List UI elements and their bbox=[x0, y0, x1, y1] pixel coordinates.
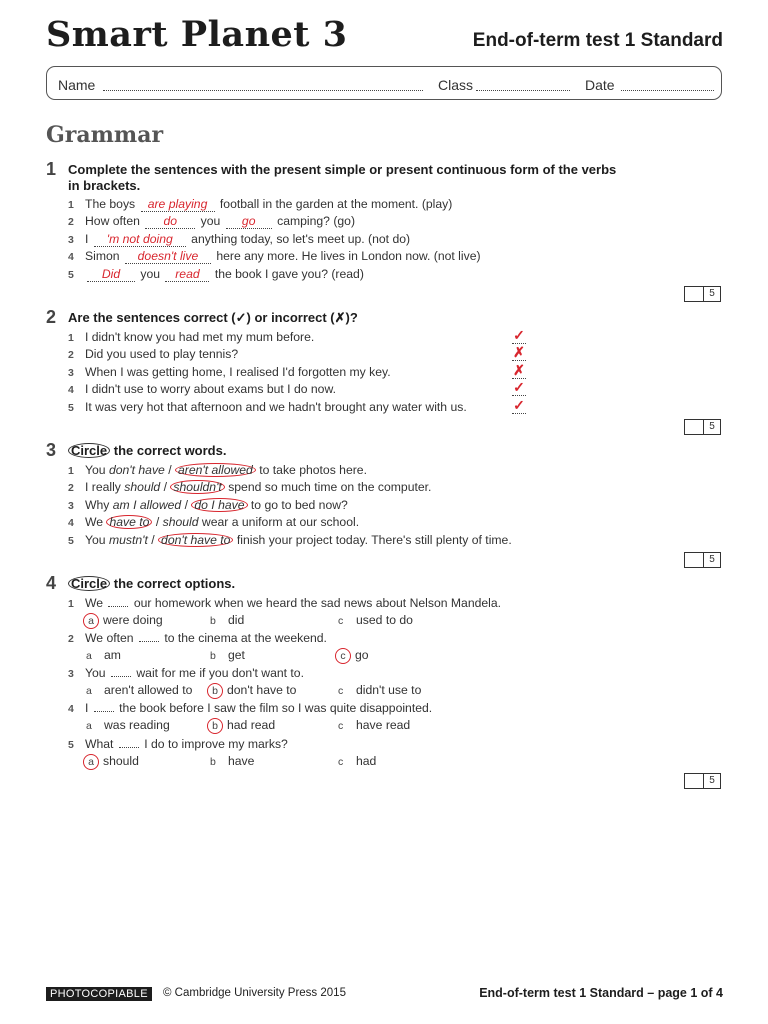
sentence-line bbox=[68, 196, 452, 212]
sentence-line bbox=[68, 248, 481, 264]
answer-blank[interactable]: read bbox=[165, 268, 209, 282]
line-number: 3 bbox=[68, 668, 74, 680]
option-letter: b bbox=[210, 756, 216, 768]
sentence-text: Why bbox=[85, 498, 110, 512]
answer-option-c[interactable] bbox=[338, 682, 421, 698]
option-text: have bbox=[228, 754, 255, 768]
sentence-text: You bbox=[85, 666, 106, 680]
option-letter: c bbox=[338, 756, 344, 768]
option-letter: a bbox=[86, 650, 92, 662]
answer-option-c[interactable] bbox=[338, 647, 369, 663]
sentence-line: 3 Why am I allowed / do I have to go to bed now? bbox=[68, 498, 348, 512]
answer-option-b[interactable] bbox=[210, 682, 296, 698]
score-box: 5 bbox=[684, 419, 721, 435]
sentence-text: Simon bbox=[85, 249, 120, 263]
sentence-line: 4 We have to / should wear a uniform at our school. bbox=[68, 515, 360, 529]
option-word[interactable]: do I have bbox=[191, 498, 247, 512]
sentence-text: to the cinema at the weekend. bbox=[164, 631, 327, 645]
sentence-text: The boys bbox=[85, 197, 136, 211]
line-number: 1 bbox=[68, 465, 74, 477]
option-text: go bbox=[355, 648, 369, 662]
answer-option-b[interactable] bbox=[210, 612, 244, 628]
sentence-text: the book before I saw the film so I was quite disappointed. bbox=[119, 701, 433, 715]
answer-blank[interactable]: 'm not doing bbox=[94, 233, 186, 247]
answer-blank[interactable]: doesn't live bbox=[125, 250, 211, 264]
sentence-text: We bbox=[85, 515, 104, 529]
sentence-text: finish your project today. There's still plenty of time. bbox=[236, 533, 512, 547]
sentence-line: 1 You don't have / aren't allowed to take photos here. bbox=[68, 463, 367, 477]
sentence-text: wait for me if you don't want to. bbox=[136, 666, 304, 680]
score-box: 5 bbox=[684, 773, 721, 789]
option-text: get bbox=[228, 648, 245, 662]
sentence-text: anything today, so let's meet up. (not do) bbox=[191, 232, 411, 246]
question-instruction: Complete the sentences with the present simple or present continuous form of the verbs in brackets. bbox=[68, 162, 617, 193]
answer-option-a[interactable] bbox=[86, 612, 163, 628]
photocopiable-badge: PHOTOCOPIABLE bbox=[46, 987, 152, 1001]
option-text: had read bbox=[227, 718, 276, 732]
sentence-text: you bbox=[140, 267, 161, 281]
option-word[interactable]: should bbox=[124, 480, 161, 494]
score-box: 5 bbox=[684, 552, 721, 568]
line-number: 4 bbox=[68, 703, 74, 715]
line-number: 1 bbox=[68, 199, 74, 211]
line-number: 2 bbox=[68, 349, 74, 361]
option-letter: c bbox=[338, 685, 344, 697]
option-text: should bbox=[103, 754, 139, 768]
option-letter: c bbox=[335, 648, 351, 664]
sentence-line bbox=[68, 399, 467, 415]
line-number: 2 bbox=[68, 482, 74, 494]
option-letter: a bbox=[86, 720, 92, 732]
page-title: Smart Planet 3 bbox=[46, 14, 348, 55]
question-number: 1 bbox=[46, 159, 57, 179]
option-text: don't have to bbox=[227, 683, 297, 697]
option-word[interactable]: shouldn't bbox=[170, 480, 224, 494]
sentence-line bbox=[68, 346, 238, 362]
question-number: 3 bbox=[46, 440, 57, 460]
question-number: 2 bbox=[46, 307, 57, 327]
option-text: have read bbox=[356, 718, 411, 732]
option-word[interactable]: don't have bbox=[108, 463, 165, 477]
name-label: Name bbox=[58, 77, 96, 93]
answer-option-c[interactable] bbox=[338, 717, 410, 733]
page-indicator: End-of-term test 1 Standard – page 1 of 4 bbox=[479, 986, 723, 1000]
line-number: 5 bbox=[68, 535, 74, 547]
score-box: 5 bbox=[684, 286, 721, 302]
answer-mark[interactable]: ✓ bbox=[513, 379, 525, 395]
sentence-text: to take photos here. bbox=[259, 463, 367, 477]
line-number: 3 bbox=[68, 367, 74, 379]
line-number: 1 bbox=[68, 332, 74, 344]
sentence-text: the book I gave you? (read) bbox=[214, 267, 364, 281]
sentence-text: We often bbox=[85, 631, 134, 645]
line-number: 5 bbox=[68, 402, 74, 414]
answer-option-a[interactable] bbox=[86, 682, 192, 698]
answer-gap bbox=[139, 630, 159, 642]
name-field[interactable] bbox=[103, 90, 423, 91]
question-instruction: Circle the correct words. bbox=[68, 443, 226, 459]
question-instruction: Are the sentences correct (✓) or incorrect (✗)? bbox=[68, 310, 358, 325]
answer-option-b[interactable] bbox=[210, 753, 254, 769]
sentence-text: our homework when we heard the sad news about Nelson Mandela. bbox=[133, 596, 502, 610]
question-line bbox=[68, 595, 501, 611]
option-letter: b bbox=[207, 683, 223, 699]
answer-gap bbox=[119, 736, 139, 748]
line-number: 2 bbox=[68, 633, 74, 645]
sentence-line: 5 You mustn't / don't have to finish your project today. There's still plenty of time. bbox=[68, 533, 512, 547]
option-letter: b bbox=[207, 718, 223, 734]
sentence-text: You bbox=[85, 533, 106, 547]
sentence-text: It was very hot that afternoon and we hadn't brought any water with us. bbox=[85, 400, 467, 414]
sentence-text: I bbox=[85, 701, 89, 715]
sentence-text: you bbox=[200, 214, 221, 228]
sentence-text: You bbox=[85, 463, 106, 477]
line-number: 2 bbox=[68, 216, 74, 228]
line-number: 3 bbox=[68, 234, 74, 246]
sentence-line bbox=[68, 381, 336, 397]
line-number: 1 bbox=[68, 598, 74, 610]
sentence-line bbox=[68, 364, 391, 380]
copyright-text: © Cambridge University Press 2015 bbox=[163, 987, 346, 999]
sentence-text: I bbox=[85, 232, 89, 246]
option-text: aren't allowed to bbox=[104, 683, 193, 697]
sentence-line bbox=[68, 266, 364, 282]
answer-gap bbox=[108, 595, 128, 607]
sentence-text: camping? (go) bbox=[277, 214, 355, 228]
option-text: had bbox=[356, 754, 377, 768]
sentence-text: wear a uniform at our school. bbox=[201, 515, 360, 529]
question-line bbox=[68, 630, 327, 646]
date-field[interactable] bbox=[621, 90, 714, 91]
answer-option-a[interactable] bbox=[86, 647, 121, 663]
question-line bbox=[68, 736, 288, 752]
answer-blank[interactable]: go bbox=[226, 215, 272, 229]
sentence-text: spend so much time on the computer. bbox=[228, 480, 432, 494]
option-text: used to do bbox=[356, 613, 413, 627]
line-number: 5 bbox=[68, 269, 74, 281]
sentence-text: How often bbox=[85, 214, 140, 228]
option-word[interactable]: should bbox=[162, 515, 199, 529]
answer-gap bbox=[94, 700, 114, 712]
option-letter: b bbox=[210, 650, 216, 662]
option-letter: c bbox=[338, 615, 344, 627]
option-letter: a bbox=[83, 754, 99, 770]
answer-option-a[interactable] bbox=[86, 753, 139, 769]
answer-option-b[interactable] bbox=[210, 717, 275, 733]
answer-option-c[interactable] bbox=[338, 612, 413, 628]
sentence-text: When I was getting home, I realised I'd forgotten my key. bbox=[85, 365, 391, 379]
option-text: didn't use to bbox=[356, 683, 422, 697]
option-word[interactable]: don't have to bbox=[158, 533, 233, 547]
sentence-text: I really bbox=[85, 480, 121, 494]
circle-word: Circle bbox=[68, 576, 110, 591]
option-text: did bbox=[228, 613, 245, 627]
answer-mark[interactable]: ✗ bbox=[513, 362, 525, 378]
answer-mark[interactable]: ✓ bbox=[513, 327, 525, 343]
sentence-text: I didn't know you had met my mum before. bbox=[85, 330, 315, 344]
option-letter: a bbox=[83, 613, 99, 629]
answer-mark[interactable]: ✓ bbox=[513, 397, 525, 413]
line-number: 5 bbox=[68, 739, 74, 751]
answer-blank[interactable]: do bbox=[145, 215, 195, 229]
question-line bbox=[68, 700, 432, 716]
line-number: 4 bbox=[68, 251, 74, 263]
option-word[interactable]: mustn't bbox=[108, 533, 148, 547]
circle-word: Circle bbox=[68, 443, 110, 458]
option-text: was reading bbox=[104, 718, 170, 732]
sentence-text: I do to improve my marks? bbox=[144, 737, 288, 751]
answer-option-a[interactable] bbox=[86, 717, 170, 733]
option-word[interactable]: am I allowed bbox=[112, 498, 182, 512]
option-letter: b bbox=[210, 615, 216, 627]
option-word[interactable]: aren't allowed bbox=[175, 463, 256, 477]
answer-option-b[interactable] bbox=[210, 647, 245, 663]
answer-blank[interactable]: are playing bbox=[141, 198, 215, 212]
question-line bbox=[68, 665, 304, 681]
answer-mark[interactable]: ✗ bbox=[513, 344, 525, 360]
option-letter: a bbox=[86, 685, 92, 697]
class-field[interactable] bbox=[476, 90, 570, 91]
line-number: 3 bbox=[68, 500, 74, 512]
sentence-text: to go to bed now? bbox=[250, 498, 348, 512]
answer-blank[interactable]: Did bbox=[87, 268, 135, 282]
answer-option-c[interactable] bbox=[338, 753, 376, 769]
sentence-line bbox=[68, 329, 314, 345]
sentence-text: here any more. He lives in London now. (not live) bbox=[216, 249, 481, 263]
sentence-text: Did you used to play tennis? bbox=[85, 347, 239, 361]
section-title: Grammar bbox=[46, 122, 164, 148]
option-letter: c bbox=[338, 720, 344, 732]
sentence-line bbox=[68, 213, 355, 229]
date-label: Date bbox=[585, 77, 615, 93]
sentence-text: We bbox=[85, 596, 104, 610]
sentence-line: 2 I really should / shouldn't spend so much time on the computer. bbox=[68, 480, 432, 494]
sentence-text: football in the garden at the moment. (play) bbox=[219, 197, 453, 211]
student-info-box bbox=[46, 66, 722, 100]
line-number: 4 bbox=[68, 384, 74, 396]
sentence-text: I didn't use to worry about exams but I do now. bbox=[85, 382, 336, 396]
option-word[interactable]: have to bbox=[106, 515, 152, 529]
sentence-text: What bbox=[85, 737, 114, 751]
answer-gap bbox=[111, 665, 131, 677]
class-label: Class bbox=[438, 77, 474, 93]
question-instruction: Circle the correct options. bbox=[68, 576, 235, 592]
test-subtitle: End-of-term test 1 Standard bbox=[472, 30, 723, 51]
sentence-line bbox=[68, 231, 410, 247]
option-text: were doing bbox=[103, 613, 163, 627]
line-number: 4 bbox=[68, 517, 74, 529]
option-text: am bbox=[104, 648, 121, 662]
question-number: 4 bbox=[46, 573, 57, 593]
